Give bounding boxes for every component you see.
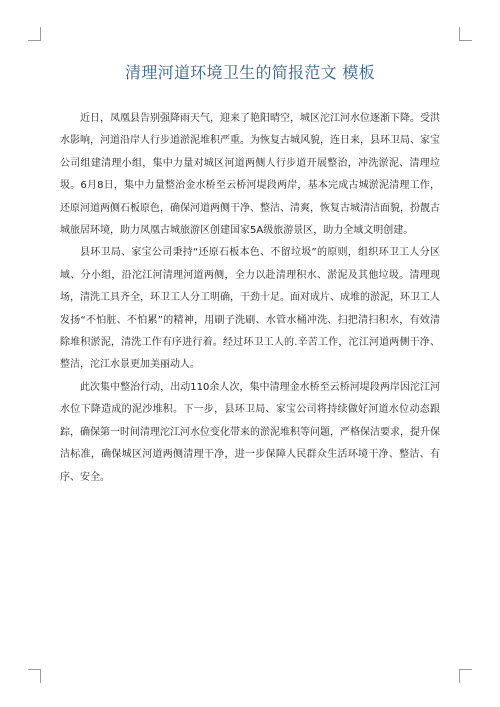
crop-mark-bottom-left (40, 669, 41, 683)
crop-mark-top-left (40, 27, 41, 41)
paragraph-1: 近日，凤凰县告别强降雨天气，迎来了艳阳晴空，城区沱江河水位逐渐下降。受洪水影响，河道沿岸人行步道淤泥堆积严重。为恢复古城风貌，连日来，县环卫局、家宝公司组建清理小组，集中力量对城区河道两侧人行步道开展整治，冲洗淤泥、清理垃圾。6月8日，集中力量整治金水桥至云桥河堤段两岸，基本完成古城淤泥清理工作，还原河道两侧石板原色，确保河道两侧干净、整洁、清爽，恢复古城清洁面貌，扮靓古城旅居环境，助力凤凰古城旅游区创建国家5A级旅游景区，助力全域文明创建。 (60, 113, 440, 237)
paragraph-2: 县环卫局、家宝公司秉持“还原石板本色、不留垃圾”的原则，组织环卫工人分区域、分小组，沿沱江河清理河道两侧，全力以赴清理积水、淤泥及其他垃圾。清理现场，清洗工具齐全，环卫工人分工明确，干劲十足。面对成片、成堆的淤泥，环卫工人发扬“不怕脏、不怕累”的精神，用刷子洗刷、水管水桶冲洗、扫把清扫积水，有效清除堆积淤泥，清洗工作有序进行着。经过环卫工人的.辛苦工作，沱江河道两侧干净、整洁，沱江水景更加美丽动人。 (60, 247, 440, 371)
document-title: 清理河道环境卫生的简报范文 模板 (125, 63, 375, 82)
document-body (60, 108, 440, 489)
crop-mark-bottom-right (459, 669, 472, 670)
crop-mark-bottom-right (459, 669, 460, 683)
crop-mark-top-right (459, 40, 472, 41)
paragraph-3: 此次集中整治行动，出动110余人次，集中清理金水桥至云桥河堤段两岸因沱江河水位下降造成的泥沙堆积。下一步，县环卫局、家宝公司将持续做好河道水位动态跟踪，确保第一时间清理沱江河水位变化带来的淤泥堆积等问题，严格保洁要求，提升保洁标准，确保城区河道两侧清理干净，进一步保障人民群众生活环境干净、整洁、有序、安全。 (60, 381, 440, 483)
crop-mark-top-right (459, 27, 460, 41)
